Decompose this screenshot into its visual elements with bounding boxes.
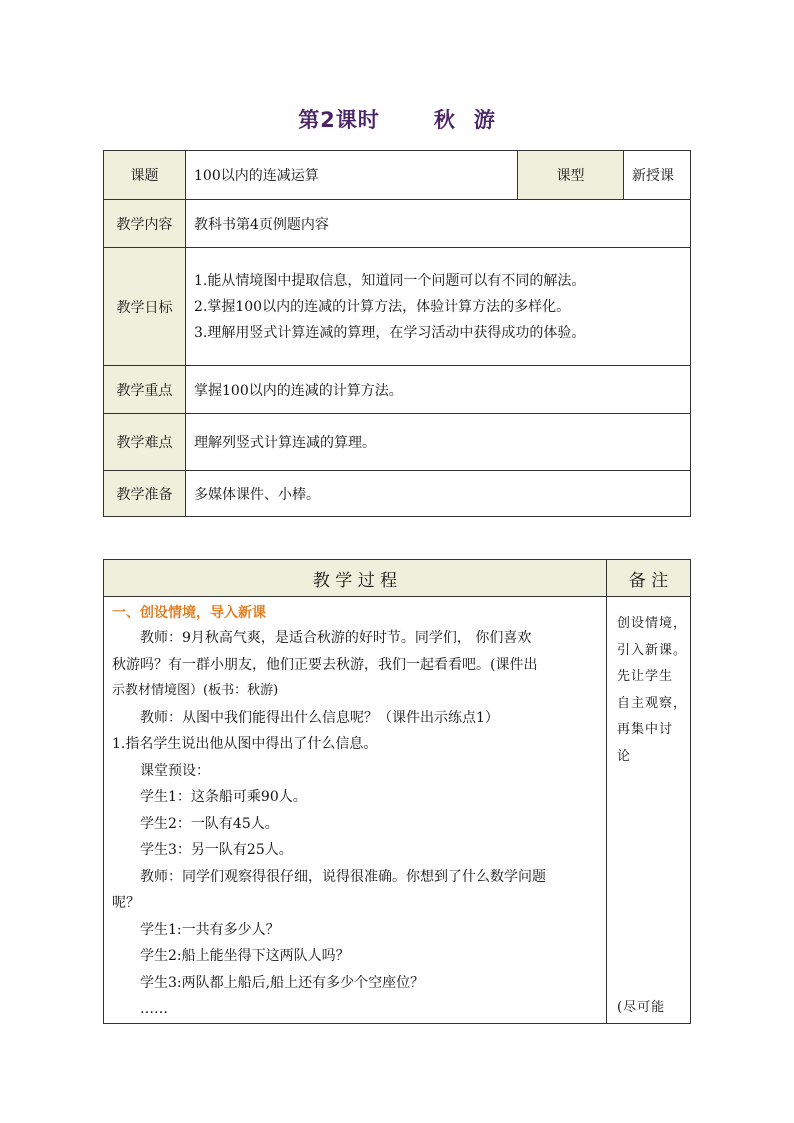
- process-line: 学生3:两队都上船后,船上还有多少个空座位？: [140, 974, 425, 991]
- process-line: 教师：从图中我们能得出什么信息呢？（课件出示练点1）: [140, 709, 499, 726]
- prep-value: 多媒体课件、小棒。: [186, 471, 691, 517]
- difficulty-value: 理解列竖式计算连减的算理。: [186, 414, 691, 471]
- note-line: 先让学生: [617, 669, 674, 684]
- note-line: 创设情境，: [617, 616, 688, 631]
- process-line: 学生2：一队有45人。: [140, 815, 279, 832]
- notes-column: [607, 597, 691, 1024]
- process-line: 学生1:一共有多少人？: [140, 921, 280, 938]
- note-line: 引入新课。: [617, 642, 688, 658]
- key-value: 掌握100以内的连减的计算方法。: [186, 366, 691, 414]
- lesson-number: 第2课时: [298, 108, 380, 132]
- process-line: 学生3：另一队有25人。: [140, 842, 293, 858]
- content-row: [104, 200, 691, 248]
- note-line: 再集中讨: [617, 722, 674, 737]
- process-line: 学生1：这条船可乘90人。: [140, 789, 307, 805]
- topic-label: 课题: [104, 151, 186, 200]
- lesson-info-table: [103, 150, 691, 517]
- process-line: 秋游吗？有一群小朋友，他们正要去秋游，我们一起看看吧。(课件出: [112, 656, 538, 673]
- difficulty-row: [104, 414, 691, 471]
- note-line: 论: [617, 748, 632, 764]
- process-line: 教师：9月秋高气爽，是适合秋游的好时节。同学们， 你们喜欢: [140, 630, 532, 646]
- goals-row: [104, 248, 691, 366]
- process-line: 教师：同学们观察得很仔细，说得很准确。你想到了什么数学问题: [140, 868, 546, 885]
- notes-header: 备 注: [607, 560, 691, 597]
- process-line: ……: [140, 1001, 168, 1017]
- content-value: 教科书第4页例题内容: [186, 200, 691, 248]
- topic-value: 100以内的连减运算: [186, 151, 518, 200]
- process-body: [104, 597, 607, 1024]
- process-line: 1.指名学生说出他从图中得出了什么信息。: [112, 736, 378, 752]
- lesson-name-1: 秋: [433, 108, 456, 132]
- goal-item: 1.能从情境图中提取信息，知道同一个问题可以有不同的解法。: [194, 272, 586, 289]
- section-heading: 一、创设情境，导入新课: [112, 605, 266, 621]
- content-label: 教学内容: [104, 200, 186, 248]
- lesson-name-2: 游: [473, 108, 496, 132]
- process-line: 学生2:船上能坐得下这两队人吗？: [140, 948, 350, 964]
- teaching-process-table: [103, 559, 691, 1024]
- goal-item: 3.理解用竖式计算连减的算理，在学习活动中获得成功的体验。: [194, 324, 586, 341]
- note-line: 自主观察，: [617, 695, 688, 711]
- process-header: 教 学 过 程: [104, 560, 607, 597]
- goals-list: [186, 248, 691, 366]
- process-line: 呢？: [112, 895, 140, 911]
- type-label: 课型: [518, 151, 624, 200]
- process-line: 示教材情境图）(板书：秋游): [112, 683, 279, 698]
- key-row: [104, 366, 691, 414]
- note-line: (尽可能: [617, 999, 666, 1015]
- process-line: 课堂预设：: [140, 762, 210, 779]
- topic-row: [104, 151, 691, 200]
- goal-item: 2.掌握100以内的连减的计算方法，体验计算方法的多样化。: [194, 298, 571, 315]
- type-value: 新授课: [624, 151, 691, 200]
- prep-row: [104, 471, 691, 517]
- prep-label: 教学准备: [104, 471, 186, 517]
- goals-label: 教学日标: [104, 248, 186, 366]
- key-label: 教学重点: [104, 366, 186, 414]
- difficulty-label: 教学难点: [104, 414, 186, 471]
- lesson-title: [0, 104, 794, 134]
